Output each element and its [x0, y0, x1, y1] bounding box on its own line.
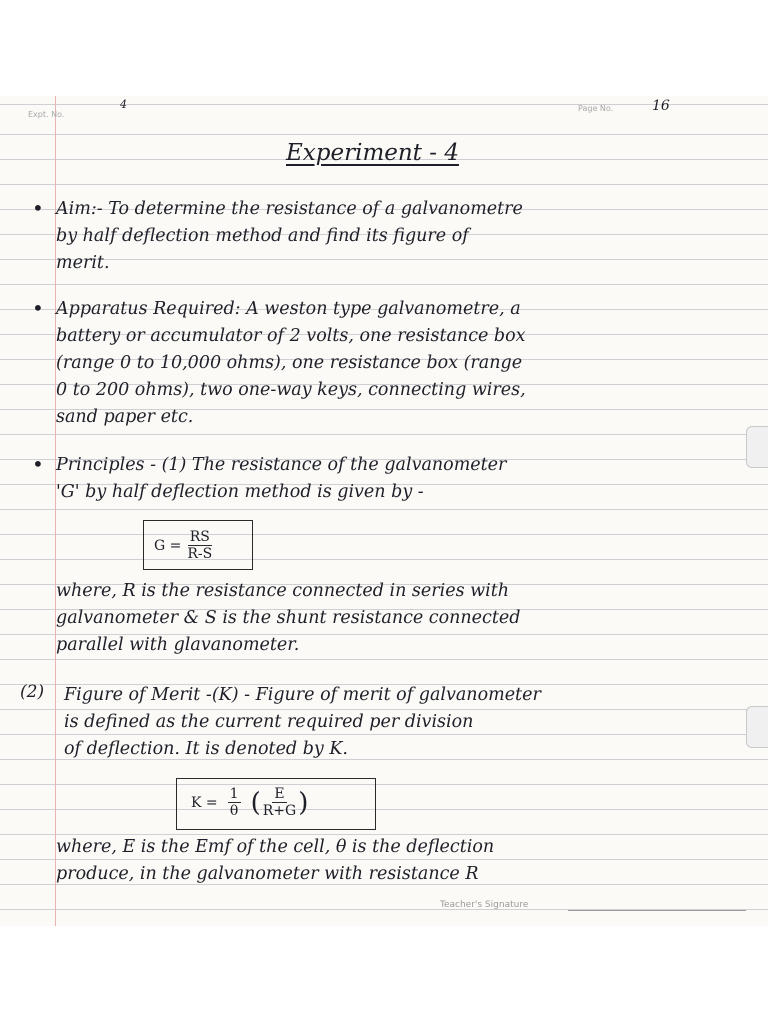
principles-where-line: galvanometer & S is the shunt resistance connected — [56, 608, 521, 628]
binder-clip-icon — [746, 426, 768, 468]
apparatus-line: sand paper etc. — [56, 407, 194, 427]
signature-line — [568, 910, 746, 911]
apparatus-line: 0 to 200 ohms), two one-way keys, connecting wires, — [56, 380, 526, 400]
aim-line: Aim:- To determine the resistance of a galvanometre — [56, 199, 523, 219]
expt-no-value: 4 — [120, 98, 127, 111]
merit-where-line: where, E is the Emf of the cell, θ is the deflection — [56, 837, 495, 857]
aim-line: by half deflection method and find its figure of — [56, 226, 469, 246]
aim-paragraph — [56, 196, 523, 277]
formula-k-frac2-num: E — [274, 786, 285, 802]
formula-k-close-paren: ) — [298, 787, 309, 818]
formula-k-lhs: K = — [191, 794, 218, 811]
page-no-value: 16 — [652, 98, 670, 114]
formula-k-fraction-2 — [261, 786, 298, 819]
principles-line: 'G' by half deflection method is given by - — [56, 482, 424, 502]
principles-where-paragraph — [56, 578, 520, 659]
expt-no-label: Expt. No. — [28, 110, 65, 119]
formula-g-denominator: R-S — [187, 546, 213, 562]
galvanometer-resistance-formula — [143, 520, 253, 570]
principles-paragraph — [56, 452, 506, 506]
formula-g-fraction — [185, 529, 214, 562]
page-no-label: Page No. — [578, 104, 614, 113]
notebook-page — [0, 96, 768, 926]
formula-g-lhs: G = — [154, 537, 182, 554]
formula-k-bracket — [251, 786, 309, 819]
merit-where-line: produce, in the galvanometer with resistance R — [56, 864, 479, 884]
principles-where-line: where, R is the resistance connected in series with — [56, 581, 509, 601]
bullet-icon: • — [32, 196, 44, 220]
apparatus-paragraph — [56, 296, 526, 431]
formula-g-numerator: RS — [189, 529, 210, 545]
apparatus-line: Apparatus Required: A weston type galvanometre, a — [56, 299, 521, 319]
merit-line: is defined as the current required per division — [64, 712, 474, 732]
merit-where-paragraph — [56, 834, 494, 888]
formula-k-frac2-den: R+G — [262, 803, 297, 819]
bullet-icon: • — [32, 452, 44, 476]
section-number: (2) — [20, 682, 45, 702]
figure-of-merit-formula — [176, 778, 376, 830]
principles-line: Principles - (1) The resistance of the galvanometer — [56, 455, 507, 475]
principles-where-line: parallel with glavanometer. — [56, 635, 300, 655]
merit-line: Figure of Merit -(K) - Figure of merit of galvanometer — [64, 685, 541, 705]
formula-k-fraction-1 — [228, 786, 241, 819]
bullet-icon: • — [32, 296, 44, 320]
page-header — [0, 96, 768, 124]
teacher-signature-label: Teacher's Signature — [440, 900, 529, 910]
apparatus-line: (range 0 to 10,000 ohms), one resistance box (range — [56, 353, 523, 373]
merit-line: of deflection. It is denoted by K. — [64, 739, 348, 759]
aim-line: merit. — [56, 253, 110, 273]
formula-k-open-paren: ( — [250, 787, 261, 818]
formula-k-frac1-num: 1 — [229, 786, 239, 802]
apparatus-line: battery or accumulator of 2 volts, one resistance box — [56, 326, 526, 346]
binder-clip-icon — [746, 706, 768, 748]
formula-k-frac1-den: θ — [229, 803, 239, 819]
merit-paragraph — [64, 682, 541, 763]
page-title: Experiment - 4 — [286, 140, 459, 166]
